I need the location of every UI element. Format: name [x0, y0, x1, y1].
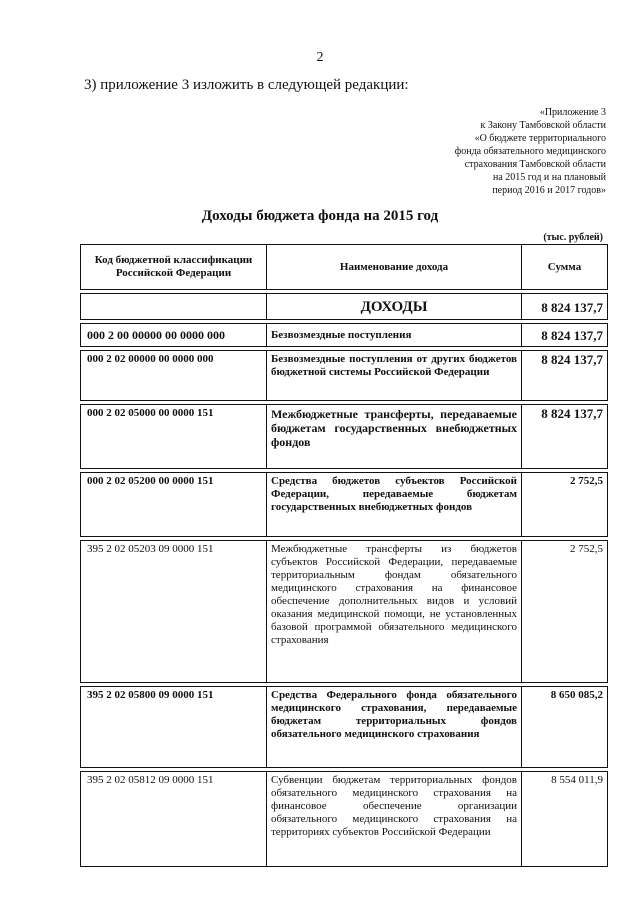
row-amount: 8 824 137,7: [522, 351, 608, 401]
row-code: 000 2 02 05200 00 0000 151: [81, 473, 267, 537]
row-amount: 8 824 137,7: [522, 405, 608, 469]
intro-text: 3) приложение 3 изложить в следующей редакции:: [84, 77, 409, 93]
table-total-row: [81, 294, 608, 320]
row-code: 000 2 00 00000 00 0000 000: [81, 324, 267, 347]
table-header-row: [81, 245, 608, 290]
row-name: Средства бюджетов субъектов Российской Федерации, передаваемые бюджетам государственных внебюджетных фондов: [267, 473, 522, 537]
row-code: 395 2 02 05203 09 0000 151: [81, 541, 267, 683]
appendix-note-line: на 2015 год и на плановый: [492, 172, 606, 183]
row-name: Средства Федерального фонда обязательного медицинского страхования, передаваемые бюджетам территориальных фондов обязательного медицинского страхования: [267, 687, 522, 768]
page-number: 2: [316, 50, 324, 65]
row-code: 000 2 02 05000 00 0000 151: [81, 405, 267, 469]
table-row: [81, 324, 608, 347]
total-amount: 8 824 137,7: [522, 294, 608, 320]
total-name: ДОХОДЫ: [267, 294, 522, 320]
header-name: Наименование дохода: [267, 245, 522, 290]
document-title: Доходы бюджета фонда на 2015 год: [201, 208, 439, 224]
table-row: [81, 473, 608, 537]
row-name: Межбюджетные трансферты из бюджетов субъектов Российской Федерации, передаваемые территориальным фондам обязательного медицинского страхования на финансовое обеспечение дополнительных видов и условий оказания медицинской помощи, не установленных базовой программой обязательного медицинского страхования: [267, 541, 522, 683]
appendix-note-line: период 2016 и 2017 годов»: [492, 185, 606, 196]
appendix-note-line: «О бюджете территориального: [474, 133, 606, 144]
row-amount: 8 824 137,7: [522, 324, 608, 347]
row-code: 395 2 02 05800 09 0000 151: [81, 687, 267, 768]
row-name: Безвозмездные поступления от других бюджетов бюджетной системы Российской Федерации: [267, 351, 522, 401]
row-name: Субвенции бюджетам территориальных фондов обязательного медицинского страхования на финансовое обеспечение организации обязательного медицинского страхования на территориях субъектов Российской Федерации: [267, 772, 522, 867]
table-row: [81, 772, 608, 867]
table-row: [81, 351, 608, 401]
table-row: [81, 687, 608, 768]
appendix-note-line: «Приложение 3: [539, 107, 606, 118]
income-table: [80, 244, 608, 867]
appendix-note: [376, 106, 606, 197]
row-amount: 8 650 085,2: [522, 687, 608, 768]
row-amount: 8 554 011,9: [522, 772, 608, 867]
row-amount: 2 752,5: [522, 541, 608, 683]
header-code: Код бюджетной классификации Российской Федерации: [81, 245, 267, 290]
row-code: 000 2 02 00000 00 0000 000: [81, 351, 267, 401]
units-label: (тыс. рублей): [543, 232, 603, 243]
row-name: Безвозмездные поступления: [267, 324, 522, 347]
appendix-note-line: страхования Тамбовской области: [464, 159, 606, 170]
total-code-cell: [81, 294, 267, 320]
table-row: [81, 541, 608, 683]
row-amount: 2 752,5: [522, 473, 608, 537]
row-name: Межбюджетные трансферты, передаваемые бюджетам государственных внебюджетных фондов: [267, 405, 522, 469]
row-code: 395 2 02 05812 09 0000 151: [81, 772, 267, 867]
appendix-note-line: к Закону Тамбовской области: [480, 120, 606, 131]
table-row: [81, 405, 608, 469]
header-amount: Сумма: [522, 245, 608, 290]
appendix-note-line: фонда обязательного медицинского: [454, 146, 606, 157]
